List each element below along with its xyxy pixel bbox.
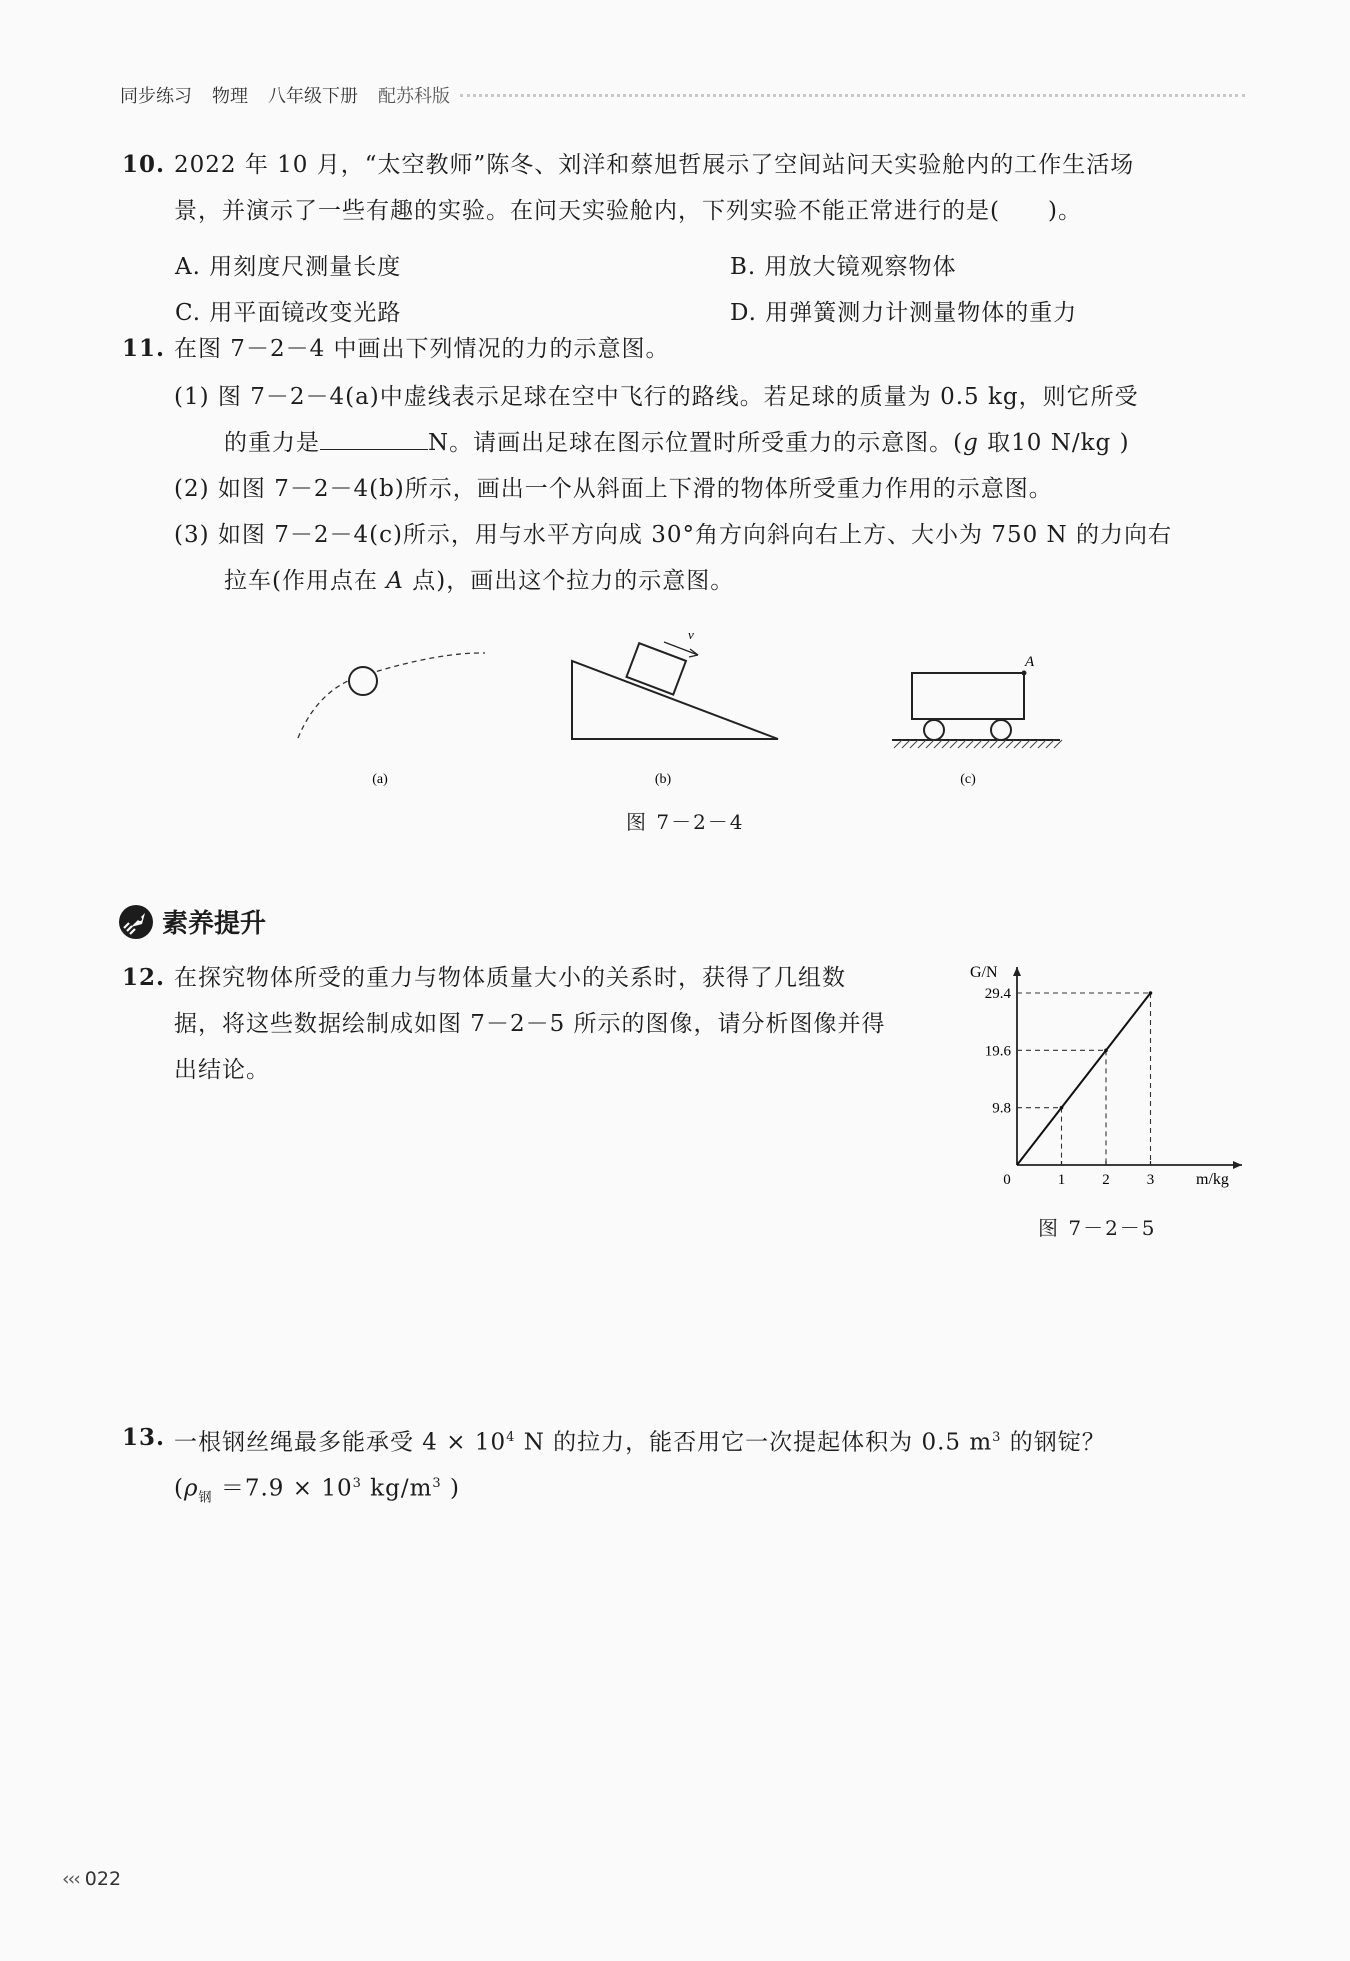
x-tick-label: 2 (1102, 1172, 1110, 1188)
header-dotted-rule (460, 94, 1245, 97)
velocity-label: v (688, 630, 694, 642)
y-axis-arrow (1013, 967, 1021, 976)
data-point (1104, 1049, 1108, 1053)
figure-a-football (298, 653, 485, 738)
figure-b-incline (572, 630, 778, 739)
density-given: ($\rho_钢 =7.9 \times 10^3$ $kg/m^3$ ) (174, 1475, 460, 1506)
series-title: 同步练习 (120, 86, 192, 107)
point-a (1022, 671, 1027, 676)
chart-axes (1013, 967, 1242, 1169)
figure-7-2-4-caption: 图 7－2－4 (626, 810, 745, 834)
x-tick-label: 1 (1057, 1172, 1066, 1188)
cart-body (912, 673, 1024, 719)
section-title: 素养提升 (162, 909, 267, 939)
subject-title: 物理 (212, 86, 248, 107)
figure-7-2-5-chart (960, 955, 1260, 1195)
cart-wheel (924, 720, 944, 740)
figure-c-label: (c) (960, 772, 976, 787)
x-axis-label: m/kg (1196, 1171, 1229, 1188)
series-line (1017, 993, 1151, 1165)
question-number: 11. (122, 335, 166, 362)
question-text-line: 景，并演示了一些有趣的实验。在问天实验舱内，下列实验不能正常进行的是( )。 (174, 198, 1082, 224)
sub-question-2-line: (2) 如图 7－2－4(b)所示，画出一个从斜面上下滑的物体所受重力作用的示意图。 (174, 476, 1053, 502)
cart-wheel (991, 720, 1011, 740)
edition-title: 配苏科版 (378, 86, 450, 107)
question-number: 12. (122, 964, 166, 991)
figure-7-2-5-caption: 图 7－2－5 (1038, 1216, 1157, 1240)
page-footer (62, 1868, 121, 1890)
y-axis-label: G/N (970, 964, 998, 981)
page-arrows-icon: ‹‹‹ (62, 1868, 79, 1890)
option-b: B. 用放大镜观察物体 (730, 254, 957, 280)
option-d: D. 用弹簧测力计测量物体的重力 (730, 300, 1078, 326)
x-tick-label: 3 (1146, 1172, 1155, 1188)
rocket-badge-icon (118, 904, 154, 940)
sliding-block (626, 643, 685, 694)
option-c: C. 用平面镜改变光路 (175, 300, 402, 326)
figure-7-2-4 (280, 630, 1100, 810)
question-text-line: 一根钢丝绳最多能承受 $4 \times 10^4$ N 的拉力，能否用它一次提起体积为 0.5 $m^3$ 的钢锭？ (174, 1429, 1106, 1456)
x-axis-arrow (1233, 1161, 1242, 1169)
point-a-label: A (1025, 654, 1035, 670)
question-text-line: 2022 年 10 月，“太空教师”陈冬、刘洋和蔡旭哲展示了空间站问天实验舱内的工作生活场 (174, 152, 1135, 178)
figure-c-cart (892, 654, 1062, 748)
flight-path-dashed (298, 653, 485, 738)
data-point (1060, 1106, 1064, 1110)
question-number: 13. (122, 1424, 166, 1451)
section-heading (118, 903, 266, 940)
page-number: 022 (84, 1868, 122, 1890)
data-point (1149, 991, 1153, 995)
y-tick-label: 19.6 (984, 1043, 1011, 1060)
grade-title: 八年级下册 (268, 86, 358, 107)
sub-question-3-line: 拉车(作用点在 A 点)，画出这个拉力的示意图。 (224, 568, 735, 594)
chart-series (1017, 991, 1152, 1165)
y-tick-label: 29.4 (984, 986, 1011, 1002)
x-tick-label: 0 (1003, 1172, 1011, 1188)
sub-question-1-line: (1) 图 7－2－4(a)中虚线表示足球在空中飞行的路线。若足球的质量为 0.5 kg，则它所受 (174, 384, 1139, 410)
question-number: 10. (122, 151, 166, 178)
football-ball (349, 667, 377, 695)
question-text-line: 据，将这些数据绘制成如图 7－2－5 所示的图像，请分析图像并得 (174, 1011, 886, 1037)
sub-question-3-line: (3) 如图 7－2－4(c)所示，用与水平方向成 30°角方向斜向右上方、大小为 750 N 的力向右 (174, 522, 1172, 548)
question-text-line: 在图 7－2－4 中画出下列情况的力的示意图。 (174, 336, 670, 362)
chart-ticks (985, 986, 1155, 1188)
figure-a-label: (a) (372, 772, 388, 787)
figure-b-label: (b) (654, 772, 672, 787)
page-header (120, 80, 1245, 110)
answer-blank[interactable] (320, 427, 428, 450)
y-tick-label: 9.8 (992, 1100, 1011, 1117)
velocity-arrow (664, 642, 698, 655)
option-a: A. 用刻度尺测量长度 (175, 254, 402, 280)
question-text-line: 在探究物体所受的重力与物体质量大小的关系时，获得了几组数 (174, 965, 846, 991)
question-text-line: 出结论。 (174, 1057, 270, 1083)
sub-question-1-line: 的重力是 N。请画出足球在图示位置时所受重力的示意图。(g 取10 N/kg ) (224, 420, 1130, 466)
